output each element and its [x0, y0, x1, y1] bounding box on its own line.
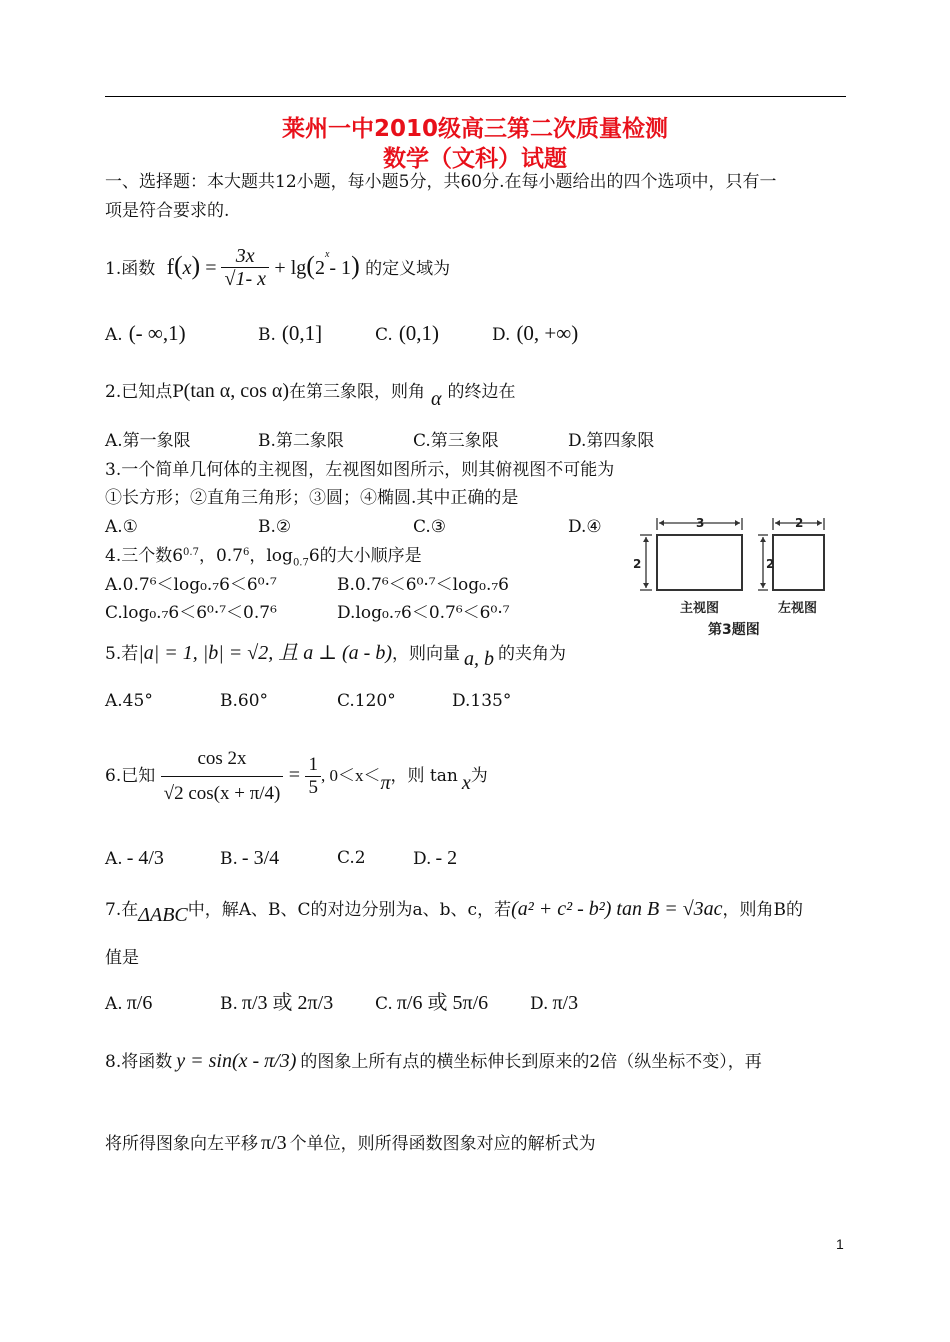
q3-figure [630, 508, 835, 643]
q6-option-a: A. - 4/3 [105, 847, 164, 869]
q3-line2: ①长方形；②直角三角形；③圆；④椭圆.其中正确的是 [105, 488, 519, 508]
q1-numerator: 3x [221, 245, 269, 268]
q6-one-fifth: $\frac{1}{5}$ [305, 754, 321, 799]
page-number: 1 [836, 1236, 844, 1252]
q6-fraction: $\frac{\cos 2x}{√2 \cos(x + \pi/4)}$ [161, 748, 284, 805]
q7-option-a: A. π/6 [105, 992, 153, 1014]
q1-option-d: D. (0, +∞) [492, 321, 579, 345]
q8-line2: 将所得图象向左平移 π/3 个单位，则所得函数图象对应的解析式为 [105, 1132, 596, 1154]
front-width-label: 3 [696, 516, 705, 530]
question-5: 5.若|a| = 1, |b| = √2, 且 a ⊥ (a - b)，则向量 a, b 的夹角为 [105, 642, 566, 670]
q1-f: f [166, 254, 174, 279]
q8-expr: y = sin(x - π/3) [176, 1050, 297, 1072]
q1-denominator: √1- x [224, 268, 267, 290]
q4-option-a: A.0.7⁶＜log₀.₇6＜6⁰·⁷ [105, 575, 277, 595]
q6-option-c: C.2 [337, 848, 366, 868]
q3-option-c: C.③ [413, 517, 447, 537]
q3-option-a: A.① [105, 517, 138, 537]
q5-vectors: a, b [463, 648, 494, 670]
q6-option-d: D. - 2 [413, 847, 458, 869]
q2-prefix: 2.已知点P [105, 382, 184, 402]
q2-suffix: 的终边在 [447, 382, 516, 402]
q1-option-b: B. (0,1] [258, 321, 323, 345]
q5-option-a: A.45° [105, 691, 153, 711]
q5-option-c: C.120° [337, 691, 396, 711]
q3-line1: 3.一个简单几何体的主视图，左视图如图所示，则其俯视图不可能为 [105, 460, 615, 480]
front-view-label: 主视图 [680, 601, 720, 616]
question-1: 1.函数 f(x) = $\frac{3x}{√1- x}$ + $\lg(2^x-$ 1) 的定义域为 [105, 245, 451, 290]
side-view-label: 左视图 [778, 601, 818, 616]
q6-option-b: B. - 3/4 [220, 847, 280, 869]
q2-option-c: C.第三象限 [413, 431, 499, 451]
q5-option-d: D.135° [452, 691, 512, 711]
q1-xsup: x [324, 249, 330, 260]
section-intro-line2: 项是符合要求的. [105, 201, 230, 221]
q1-option-c: C. (0,1) [375, 321, 440, 345]
q8-fraction: π/3 [261, 1132, 287, 1154]
q1-two: 2 [314, 257, 325, 279]
q7-expr: (a² + c² - b²) tan B = √3ac [511, 898, 723, 920]
figure-caption: 第3题图 [708, 622, 760, 638]
side-height-label: 2 [766, 557, 775, 571]
side-view-rect [773, 535, 824, 590]
q3-option-b: B.② [258, 517, 292, 537]
question-8: 8.将函数 y = sin(x - π/3) 的图象上所有点的横坐标伸长到原来的2倍（纵坐标不变），再 [105, 1050, 762, 1072]
document-subtitle: 数学（文科）试题 [383, 146, 567, 172]
q7-option-b: B. π/3 或 2π/3 [220, 992, 334, 1014]
q5-option-b: B.60° [220, 691, 269, 711]
side-width-label: 2 [795, 516, 804, 530]
q2-alpha: α [431, 388, 442, 410]
q1-lg: + lg [274, 257, 307, 279]
question-7: 7.在ΔABC中，解A、B、C的对边分别为a、b、c，若(a² + c² - b²) tan B = √3ac，则角B的 [105, 898, 804, 926]
document-title: 莱州一中2010级高三第二次质量检测 [281, 116, 668, 142]
q4-option-d: D.log₀.₇6＜0.7⁶＜6⁰·⁷ [337, 603, 510, 623]
question-4: 4.三个数$6^{0.7}$，$0.7^6$，$\log_{0.7}6$的大小顺序是 [105, 546, 422, 569]
q1-minus1: - 1 [329, 257, 352, 279]
q2-mid: 在第三象限，则角 [289, 382, 426, 402]
front-height-label: 2 [633, 557, 642, 571]
q4-option-b: B.0.7⁶＜6⁰·⁷＜log₀.₇6 [337, 575, 510, 595]
question-6: 6.已知 $\frac{\cos 2x}{√2 \cos(x + \pi/4)}$ = $\frac{1}{5}$ , 0＜x＜π，则 tan x为 [105, 748, 488, 804]
q2-expr: (tan α, cos α) [183, 380, 290, 402]
q1-x: x [182, 257, 192, 279]
header-rule [105, 96, 846, 97]
question-2 [105, 380, 516, 410]
q1-suffix: 的定义域为 [365, 259, 451, 279]
q5-expr: |a| = 1, |b| = √2, 且 a ⊥ (a - b) [138, 642, 392, 664]
q1-fraction [221, 245, 269, 290]
q2-option-b: B.第二象限 [258, 431, 344, 451]
q1-option-a: A. (- ∞,1) [105, 321, 186, 345]
q2-option-d: D.第四象限 [568, 431, 655, 451]
q2-option-a: A.第一象限 [105, 431, 191, 451]
q7-option-d: D. π/3 [530, 992, 579, 1014]
q7-option-c: C. π/6 或 5π/6 [375, 992, 489, 1014]
section-intro-line1: 一、选择题：本大题共12小题，每小题5分，共60分.在每小题给出的四个选项中，只有一 [105, 172, 777, 192]
front-view-rect [657, 535, 742, 590]
q4-option-c: C.log₀.₇6＜6⁰·⁷＜0.7⁶ [105, 603, 277, 623]
q3-option-d: D.④ [568, 517, 602, 537]
q1-prefix: 1.函数 [105, 259, 156, 279]
q7-line2: 值是 [105, 948, 139, 968]
